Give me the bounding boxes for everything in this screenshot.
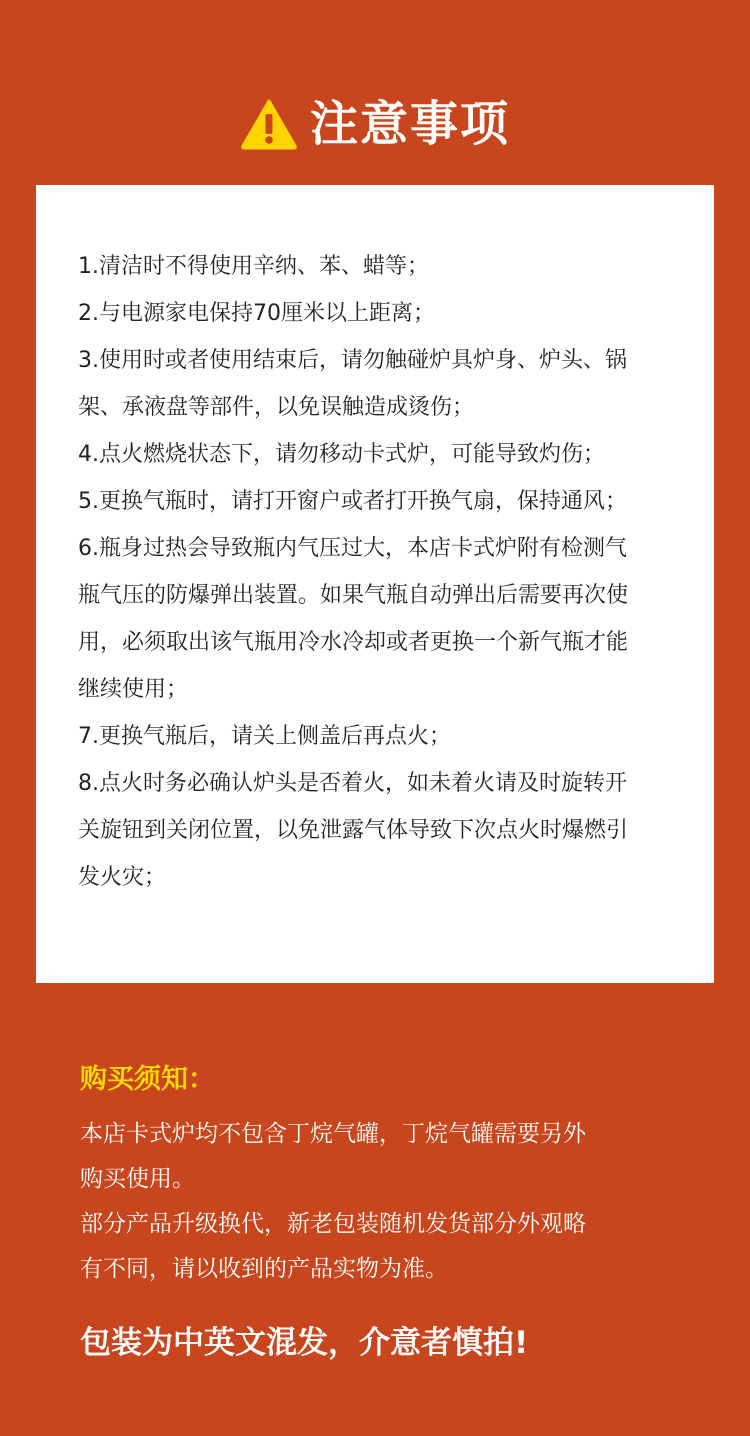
note-line: 1.清洁时不得使用辛纳、苯、蜡等； xyxy=(78,254,429,279)
purchase-line: 有不同，请以收到的产品实物为准。 xyxy=(80,1256,448,1282)
purchase-heading: 购买须知： xyxy=(80,1064,215,1095)
note-line: 6.瓶身过热会导致瓶内气压过大，本店卡式炉附有检测气 xyxy=(78,536,627,561)
notes-list xyxy=(78,243,678,901)
note-line: 架、承液盘等部件，以免误触造成烫伤； xyxy=(78,395,475,420)
note-line: 2.与电源家电保持70厘米以上距离； xyxy=(78,301,435,326)
warning-icon xyxy=(240,98,298,150)
purchase-line: 购买使用。 xyxy=(80,1166,195,1192)
packaging-note: 包装为中英文混发，介意者慎拍! xyxy=(80,1325,529,1361)
purchase-line: 本店卡式炉均不包含丁烷气罐，丁烷气罐需要另外 xyxy=(80,1121,586,1147)
note-line: 7.更换气瓶后，请关上侧盖后再点火； xyxy=(78,724,451,749)
note-line: 5.更换气瓶时，请打开窗户或者打开换气扇，保持通风； xyxy=(78,489,627,514)
page-header xyxy=(0,88,750,160)
note-line: 关旋钮到关闭位置，以免泄露气体导致下次点火时爆燃引 xyxy=(78,818,629,843)
page-title: 注意事项 xyxy=(309,96,510,152)
purchase-notice xyxy=(80,1058,680,1292)
note-line: 4.点火燃烧状态下，请勿移动卡式炉，可能导致灼伤； xyxy=(78,442,605,467)
note-line: 3.使用时或者使用结束后，请勿触碰炉具炉身、炉头、锅 xyxy=(78,348,627,373)
note-line: 继续使用； xyxy=(78,677,189,702)
note-line: 瓶气压的防爆弹出装置。如果气瓶自动弹出后需要再次使 xyxy=(78,583,629,608)
note-line: 用，必须取出该气瓶用冷水冷却或者更换一个新气瓶才能 xyxy=(78,630,629,655)
note-line: 发火灾； xyxy=(78,865,167,890)
note-line: 8.点火时务必确认炉头是否着火，如未着火请及时旋转开 xyxy=(78,771,627,796)
purchase-line: 部分产品升级换代，新老包装随机发货部分外观略 xyxy=(80,1211,586,1237)
notes-card xyxy=(36,185,714,983)
